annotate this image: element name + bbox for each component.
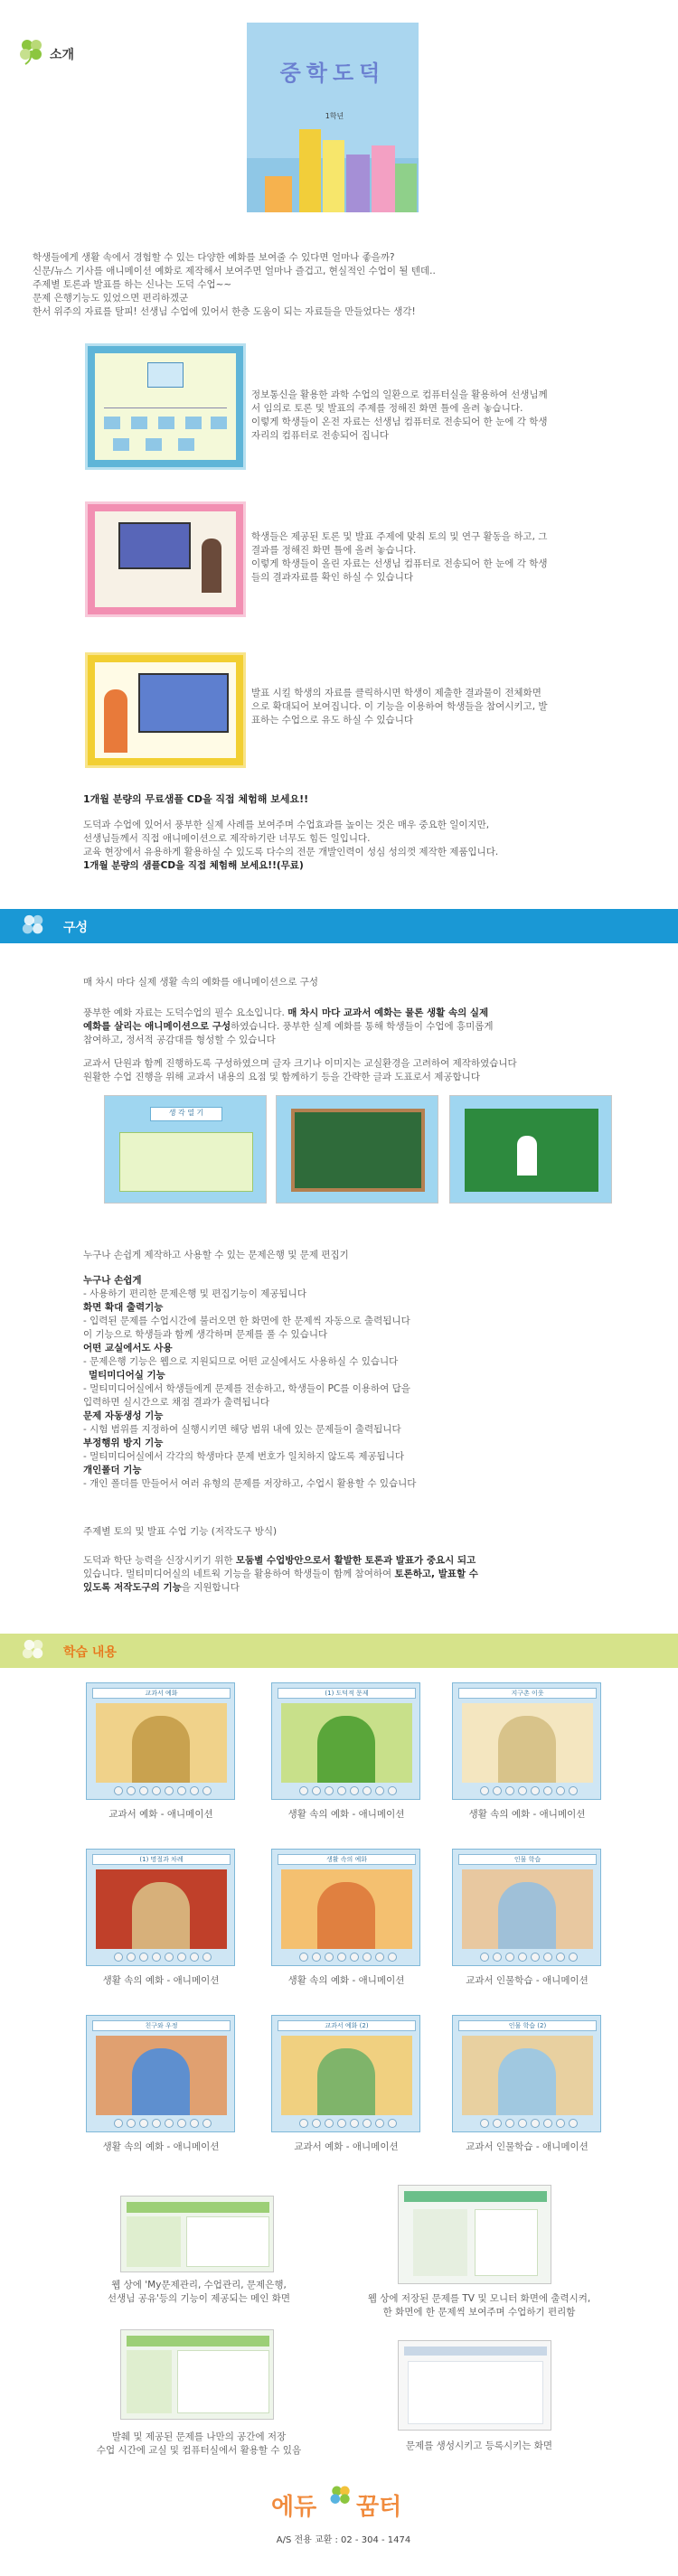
control-button[interactable] [202, 2119, 212, 2128]
control-button[interactable] [569, 2119, 578, 2128]
feature-line: 이렇게 학생들이 온전 자료는 선생님 컴퓨터로 전송되어 한 눈에 각 학생 [251, 417, 548, 427]
bold-span: 매 차시 마다 교과서 예화는 물론 생활 속의 실제 [287, 1007, 489, 1018]
control-button[interactable] [480, 1786, 489, 1795]
text-span: 있습니다. 멀티미디어실의 네트웍 기능을 활용하여 학생들이 함께 참여하여 [83, 1569, 395, 1579]
bold-span: 있도록 저작도구의 기능 [83, 1582, 182, 1593]
control-button[interactable] [165, 2119, 174, 2128]
control-button[interactable] [299, 1786, 308, 1795]
thumbnail-caption: 생활 속의 예화 - 애니메이션 [102, 1975, 220, 1986]
character-figure [317, 2048, 375, 2115]
character-figure [498, 1716, 556, 1783]
lesson-thumbnail[interactable] [86, 1849, 235, 1966]
control-button[interactable] [531, 1786, 540, 1795]
text-span: 도덕과 학단 능력을 신장시키기 위한 [83, 1555, 236, 1566]
composition-paragraph1 [83, 1007, 644, 1047]
thumbnail-caption: 교과서 인물학습 - 애니메이션 [466, 2141, 589, 2152]
control-button[interactable] [312, 1786, 321, 1795]
feature-heading: 문제 자동생성 기능 [83, 1410, 164, 1421]
control-button[interactable] [388, 1953, 397, 1962]
book-cover [247, 23, 419, 212]
screenshot-my-space [120, 2329, 274, 2420]
control-button[interactable] [375, 1786, 384, 1795]
thumbnail-caption: 교과서 인물학습 - 애니메이션 [466, 1975, 589, 1986]
control-button[interactable] [337, 1953, 346, 1962]
thumbnail-controls [114, 1786, 213, 1795]
control-button[interactable] [375, 1953, 384, 1962]
bottom-caption [86, 2279, 312, 2306]
caption-line: 한 화면에 한 문제씩 보여주며 수업하기 편리함 [382, 2307, 576, 2318]
caption-line: 웹 상에 'My문제관리, 수업관리, 문제은행, [111, 2280, 287, 2290]
feature-desc: - 문제은행 기능은 웹으로 지원되므로 어떤 교실에서도 사용하실 수 있습니다 [83, 1356, 399, 1367]
control-button[interactable] [325, 2119, 334, 2128]
control-button[interactable] [556, 1786, 565, 1795]
contact-info: A/S 전용 교환 : 02 - 304 - 1474 [276, 2535, 411, 2545]
feature-desc: - 개인 폴더를 만들어서 여러 유형의 문제를 저장하고, 수업시 활용할 수 있습니다 [83, 1478, 417, 1489]
intro-paragraph [33, 251, 647, 319]
thumbnail-scene [462, 2036, 593, 2115]
thumbnail-scene [96, 1703, 227, 1783]
control-button[interactable] [337, 2119, 346, 2128]
control-button[interactable] [152, 1953, 161, 1962]
control-button[interactable] [312, 2119, 321, 2128]
logo-text-edu: 에듀 [271, 2494, 317, 2521]
control-button[interactable] [114, 2119, 123, 2128]
thumbnail-controls [114, 1953, 213, 1962]
composition-header-bar [0, 909, 678, 943]
control-button[interactable] [543, 2119, 552, 2128]
control-button[interactable] [363, 1953, 372, 1962]
control-button[interactable] [152, 2119, 161, 2128]
text-span: 하였습니다. 풍부한 실제 예화를 통해 학생들이 수업에 흥미롭게 [231, 1021, 494, 1032]
thumbnail-caption: 생활 속의 예화 - 애니메이션 [287, 1975, 405, 1986]
caption-line: 선생님 공유'등의 기능이 제공되는 메인 화면 [107, 2293, 291, 2304]
control-button[interactable] [139, 1953, 148, 1962]
control-button[interactable] [190, 1786, 199, 1795]
character-figure [132, 2048, 190, 2115]
character-figure [317, 1716, 375, 1783]
control-button[interactable] [299, 2119, 308, 2128]
bold-span: 예화를 살리는 애니메이션으로 구성 [83, 1021, 231, 1032]
control-button[interactable] [127, 1786, 136, 1795]
thumbnail-title-bar: 인물 학습 (2) [458, 2020, 597, 2031]
thumbnail-controls [114, 2119, 213, 2128]
control-button[interactable] [299, 1953, 308, 1962]
control-button[interactable] [139, 1786, 148, 1795]
feature3-text [251, 687, 631, 727]
text-span: 풍부한 예화 자료는 도덕수업의 필수 요소입니다. [83, 1007, 288, 1018]
thumbnail-title-bar: (1) 명절과 차례 [92, 1854, 231, 1865]
lesson-thumbnail[interactable] [271, 2015, 420, 2132]
control-button[interactable] [337, 1786, 346, 1795]
caption-line: 수업 시간에 교실 및 컴퓨터실에서 활용할 수 있음 [96, 2445, 302, 2456]
feature-item [83, 1464, 644, 1491]
control-button[interactable] [202, 1786, 212, 1795]
intro-line: 문제 은행기능도 있었으면 편리하겠군 [33, 293, 189, 304]
feature-list [83, 1274, 644, 1491]
thumbnail-controls [299, 1953, 399, 1962]
thumbnail-caption: 생활 속의 예화 - 애니메이션 [468, 1809, 586, 1820]
intro-title: 소개 [50, 48, 75, 62]
composition-title: 구성 [63, 921, 89, 935]
shot1-title: 생 각 열 기 [150, 1107, 222, 1121]
character-figure [132, 1882, 190, 1949]
screenshot-scene [449, 1095, 612, 1204]
bold-span: 토론하고, 발표할 수 [394, 1569, 478, 1579]
control-button[interactable] [493, 1953, 502, 1962]
clover-icon [18, 913, 49, 939]
control-button[interactable] [493, 1786, 502, 1795]
feature-desc: 이 기능으로 학생들과 함께 생각하며 문제를 풀 수 있습니다 [83, 1329, 328, 1340]
feature-desc: - 사용하기 편리한 문제은행 및 편집기능이 제공됩니다 [83, 1288, 306, 1299]
feature-line: 표하는 수업으로 유도 하실 수 있습니다 [251, 715, 413, 726]
free-line-bold: 1개월 분량의 샘플CD을 직접 체험해 보세요!!(무료) [83, 860, 304, 871]
thumbnail-title-bar: 교과서 예화 (2) [278, 2020, 416, 2031]
thumbnail-scene [96, 1869, 227, 1949]
screenshot-main-page [120, 2196, 274, 2272]
lesson-thumbnail[interactable] [452, 1849, 601, 1966]
feature-heading: 화면 확대 출력기능 [83, 1302, 164, 1313]
contents-header-bar [0, 1634, 678, 1668]
control-button[interactable] [556, 1953, 565, 1962]
lesson-thumbnail[interactable] [271, 1849, 420, 1966]
control-button[interactable] [518, 1953, 527, 1962]
thumbnail-scene [281, 1703, 412, 1783]
caption-line: 문제를 생성시키고 등록시키는 화면 [405, 2440, 553, 2451]
control-button[interactable] [177, 1953, 186, 1962]
feature-heading: 멀티미디어실 기능 [89, 1370, 165, 1381]
control-button[interactable] [177, 1786, 186, 1795]
thumbnail-scene [96, 2036, 227, 2115]
intro-line: 신문/뉴스 기사를 애니메이션 예화로 제작해서 보여주면 얼마나 즐겁고, 현실적인 수업이 될 텐데.. [33, 266, 436, 276]
feature2-text [251, 530, 631, 585]
feature-item [83, 1301, 644, 1342]
lesson-thumbnail[interactable] [86, 1682, 235, 1800]
feature-heading: 개인폴더 기능 [83, 1465, 142, 1475]
text-span: 참여하고, 정서적 공감대를 형성할 수 있습니다 [83, 1035, 276, 1045]
control-button[interactable] [388, 2119, 397, 2128]
control-button[interactable] [127, 1953, 136, 1962]
screenshot-board [276, 1095, 438, 1204]
control-button[interactable] [531, 1953, 540, 1962]
feature-line: 발표 시킬 학생의 자료를 클릭하시면 학생이 제출한 결과물이 전체화면 [251, 688, 541, 698]
thumbnail-title-bar: 지구촌 이웃 [458, 1688, 597, 1699]
free-line: 도덕과 수업에 있어서 풍부한 실제 사례를 보여주며 수업효과를 높이는 것은 매우 중요한 일이지만, [83, 820, 490, 830]
control-button[interactable] [493, 2119, 502, 2128]
feature-desc: 입력하면 실시간으로 채점 결과가 출력됩니다 [83, 1397, 270, 1408]
lesson-thumbnail[interactable] [271, 1682, 420, 1800]
feature-illustration-student [85, 652, 246, 768]
book-subtitle: 1학년 [325, 112, 344, 120]
control-button[interactable] [202, 1953, 212, 1962]
control-button[interactable] [350, 1786, 359, 1795]
control-button[interactable] [114, 1786, 123, 1795]
control-button[interactable] [127, 2119, 136, 2128]
thumbnail-scene [462, 1869, 593, 1949]
control-button[interactable] [388, 1786, 397, 1795]
thumbnail-title-bar: 친구와 우정 [92, 2020, 231, 2031]
control-button[interactable] [114, 1953, 123, 1962]
caption-line: 웹 상에 저장된 문제를 TV 및 모니터 화면에 출력시켜, [367, 2293, 591, 2304]
control-button[interactable] [177, 2119, 186, 2128]
control-button[interactable] [505, 2119, 514, 2128]
control-button[interactable] [190, 1953, 199, 1962]
control-button[interactable] [312, 1953, 321, 1962]
intro-line: 학생들에게 생활 속에서 경험할 수 있는 다양한 예화를 보여줄 수 있다면 얼마나 좋을까? [33, 252, 395, 263]
control-button[interactable] [350, 1953, 359, 1962]
control-button[interactable] [505, 1786, 514, 1795]
control-button[interactable] [556, 2119, 565, 2128]
thumbnail-caption: 교과서 예화 - 애니메이션 [108, 1809, 213, 1820]
control-button[interactable] [363, 2119, 372, 2128]
thumbnail-controls [480, 2119, 579, 2128]
control-button[interactable] [543, 1786, 552, 1795]
feature-desc: - 멀티미디어실에서 학생들에게 문제를 전송하고, 학생들이 PC를 이용하여 답을 [83, 1383, 410, 1394]
feature-illustration-presentation [85, 501, 246, 617]
free-line: 교육 현장에서 유용하게 활용하실 수 있도록 다수의 전문 개발인력이 성심 성의껏 제작한 제품입니다. [83, 847, 499, 857]
logo-text-dream: 꿈터 [356, 2494, 402, 2521]
thumbnail-title-bar: (1) 도덕적 문제 [278, 1688, 416, 1699]
control-button[interactable] [139, 2119, 148, 2128]
feature-item [83, 1369, 644, 1410]
lesson-thumbnail[interactable] [86, 2015, 235, 2132]
composition-paragraph3 [83, 1554, 662, 1595]
control-button[interactable] [480, 2119, 489, 2128]
text-span: 을 지원합니다 [181, 1582, 240, 1593]
free-sample-text [83, 819, 662, 873]
thumbnail-title-bar: 생활 속의 예화 [278, 1854, 416, 1865]
composition-paragraph2 [83, 1057, 662, 1084]
composition-line2: 누구나 손쉽게 제작하고 사용할 수 있는 문제은행 및 문제 편집기 [83, 1250, 349, 1260]
screenshot-thinking [104, 1095, 267, 1204]
control-button[interactable] [505, 1953, 514, 1962]
contents-title: 학습 내용 [63, 1645, 117, 1660]
book-title-box [274, 55, 391, 86]
character-figure [498, 2048, 556, 2115]
edu-logo [271, 2483, 416, 2528]
feature-item [83, 1274, 644, 1301]
control-button[interactable] [569, 1953, 578, 1962]
bottom-caption [380, 2440, 579, 2453]
feature-heading: 부정행위 방지 기능 [83, 1438, 164, 1448]
control-button[interactable] [531, 2119, 540, 2128]
bottom-caption [334, 2292, 624, 2319]
thumbnail-title-bar: 인물 학습 [458, 1854, 597, 1865]
control-button[interactable] [165, 1786, 174, 1795]
thumbnail-caption: 생활 속의 예화 - 애니메이션 [287, 1809, 405, 1820]
intro-line: 한서 위주의 자료를 탈피! 선생님 수업에 있어서 한층 도움이 되는 자료들을 만들었다는 생각! [33, 306, 416, 317]
feature-line: 정보통신을 활용한 과학 수업의 일환으로 컴퓨터실을 활용하여 선생님께 [251, 389, 548, 400]
free-line: 선생님들께서 직접 애니메이션으로 제작하기란 너무도 힘든 일입니다. [83, 833, 371, 844]
control-button[interactable] [569, 1786, 578, 1795]
control-button[interactable] [325, 1953, 334, 1962]
feature1-text [251, 389, 631, 443]
feature-desc: - 멀티미디어실에서 각각의 학생마다 문제 번호가 일치하지 않도록 제공됩니다 [83, 1451, 405, 1462]
control-button[interactable] [375, 2119, 384, 2128]
comp-line: 교과서 단원과 함께 진행하도록 구성하였으며 글자 크기나 이미지는 교실환경을 고려하여 제작하였습니다 [83, 1058, 517, 1069]
control-button[interactable] [152, 1786, 161, 1795]
control-button[interactable] [350, 2119, 359, 2128]
thumbnail-caption: 생활 속의 예화 - 애니메이션 [102, 2141, 220, 2152]
screenshot-register [398, 2340, 551, 2431]
thumbnail-controls [480, 1786, 579, 1795]
feature-item [83, 1342, 644, 1369]
clover-icon [18, 1638, 49, 1663]
bold-span: 모둠별 수업방안으로서 활발한 토론과 발표가 중요시 되고 [235, 1555, 476, 1566]
feature-line: 이렇게 학생들이 올린 자료는 선생님 컴퓨터로 전송되어 한 눈에 각 학생 [251, 558, 548, 569]
book-title: 중학도덕 [279, 61, 386, 86]
feature-heading: 누구나 손쉽게 [83, 1275, 142, 1286]
screenshot-tv-output [398, 2185, 551, 2284]
feature-heading: 어떤 교실에서도 사용 [83, 1343, 173, 1354]
control-button[interactable] [363, 1786, 372, 1795]
character-figure [317, 1882, 375, 1949]
feature-line: 서 임의로 토론 및 발표의 주제를 정해진 화면 틀에 올려 놓습니다. [251, 403, 523, 414]
feature-line: 결과를 정해진 화면 틀에 올려 놓습니다. [251, 545, 417, 556]
feature-line: 으로 확대되어 보여집니다. 이 기능을 이용하여 학생들을 참여시키고, 발 [251, 701, 548, 712]
control-button[interactable] [480, 1953, 489, 1962]
thumbnail-controls [299, 1786, 399, 1795]
feature-desc: - 입력된 문제를 수업시간에 불러오면 한 화면에 한 문제씩 자동으로 출력됩니다 [83, 1316, 410, 1326]
control-button[interactable] [518, 2119, 527, 2128]
feature-item [83, 1437, 644, 1464]
thumbnail-scene [281, 2036, 412, 2115]
thumbnail-scene [462, 1703, 593, 1783]
thumbnail-caption: 교과서 예화 - 애니메이션 [294, 2141, 399, 2152]
intro-line: 주제별 토론과 발표를 하는 신나는 도덕 수업~~ [33, 279, 232, 290]
thumbnail-controls [299, 2119, 399, 2128]
control-button[interactable] [190, 2119, 199, 2128]
control-button[interactable] [165, 1953, 174, 1962]
free-sample-heading: 1개월 분량의 무료샘플 CD을 직접 체험해 보세요!! [83, 793, 309, 805]
feature-line: 학생들은 제공된 토론 및 발표 주제에 맞춰 토의 및 연구 활동을 하고, 그 [251, 531, 548, 542]
clover-icon [16, 38, 47, 65]
bottom-caption [77, 2431, 321, 2458]
comp-line: 원활한 수업 진행을 위해 교과서 내용의 요점 및 함께하기 등을 간략한 글과 도표로서 제공합니다 [83, 1072, 480, 1082]
feature-line: 자리의 컴퓨터로 전송되어 집니다 [251, 430, 390, 441]
clover-icon [327, 2483, 354, 2510]
feature-line: 들의 결과자료를 확인 하실 수 있습니다 [251, 572, 413, 583]
control-button[interactable] [325, 1786, 334, 1795]
feature-item [83, 1410, 644, 1437]
composition-line3: 주제별 토의 및 발표 수업 기능 (저작도구 방식) [83, 1526, 278, 1537]
control-button[interactable] [518, 1786, 527, 1795]
feature-illustration-network [85, 343, 246, 470]
control-button[interactable] [543, 1953, 552, 1962]
composition-line1: 매 차시 마다 실제 생활 속의 예화를 애니메이션으로 구성 [83, 977, 318, 988]
caption-line: 발췌 및 제공된 문제를 나만의 공간에 저장 [111, 2431, 287, 2442]
lesson-thumbnail[interactable] [452, 1682, 601, 1800]
thumbnail-title-bar: 교과서 예화 [92, 1688, 231, 1699]
lesson-thumbnail[interactable] [452, 2015, 601, 2132]
thumbnail-scene [281, 1869, 412, 1949]
character-figure [132, 1716, 190, 1783]
thumbnail-controls [480, 1953, 579, 1962]
character-figure [498, 1882, 556, 1949]
feature-desc: - 시험 범위를 지정하여 실행시키면 해당 범위 내에 있는 문제들이 출력됩니다 [83, 1424, 401, 1435]
